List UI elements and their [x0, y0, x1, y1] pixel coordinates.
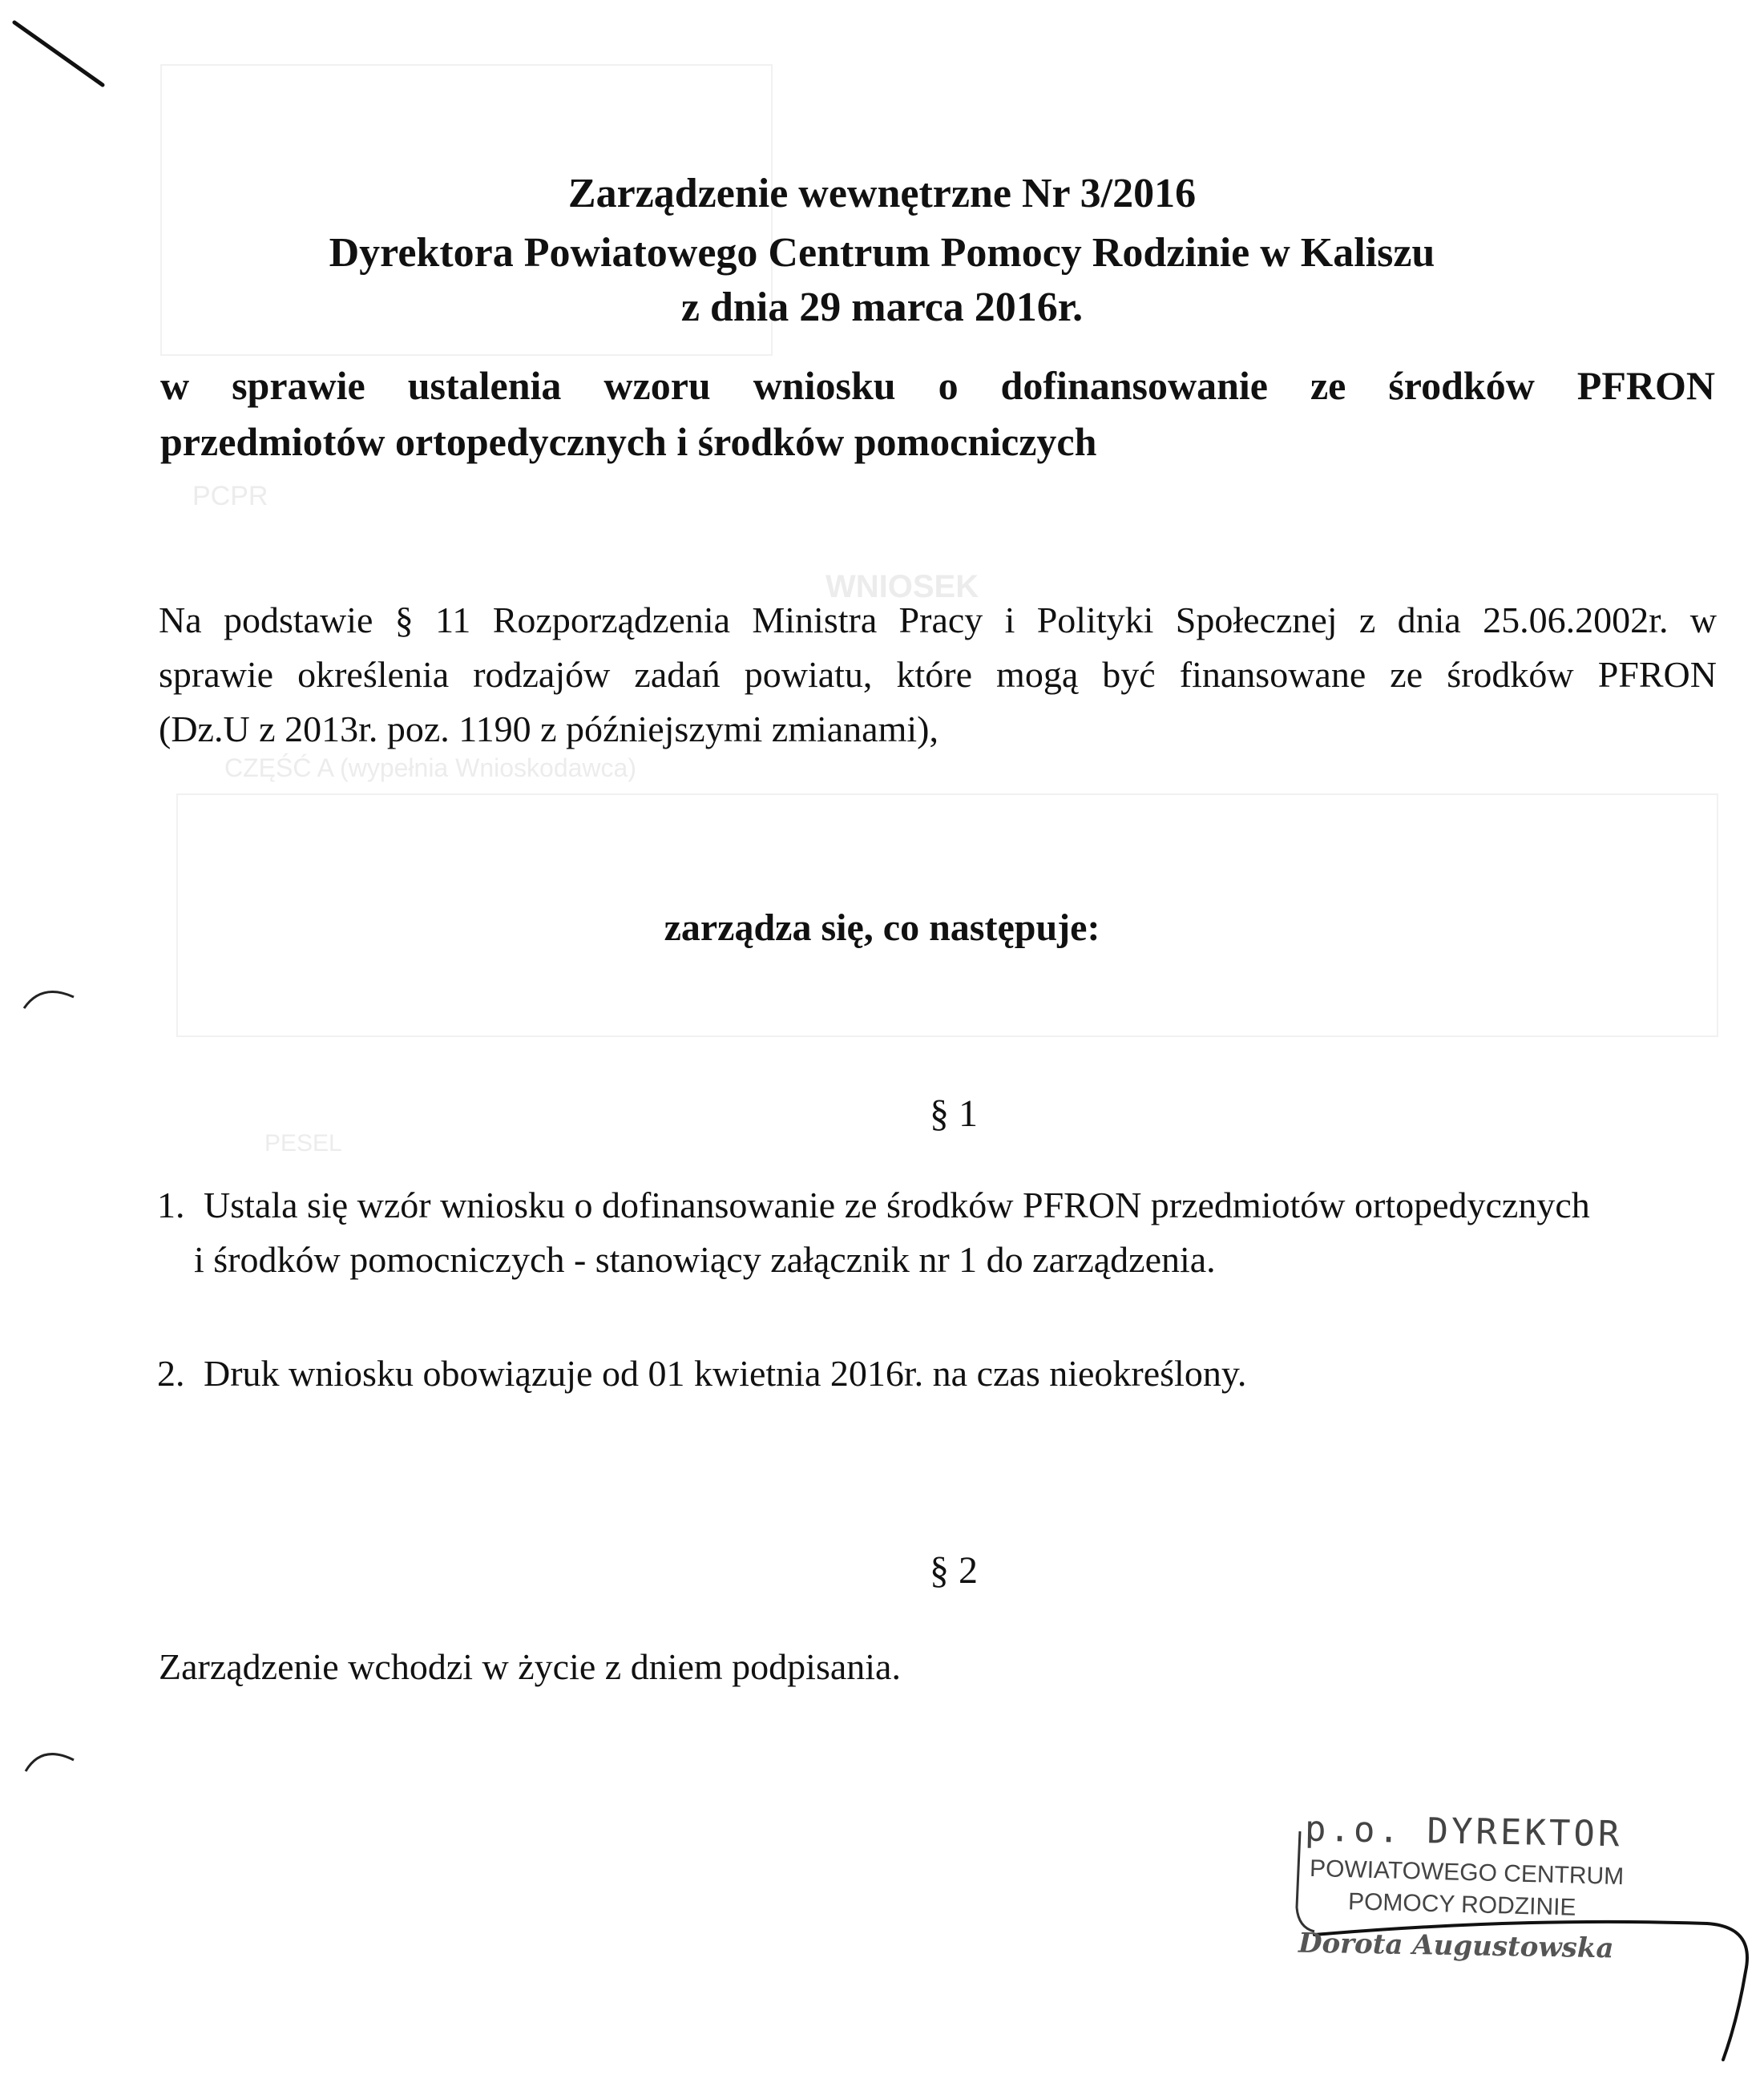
document-date: z dnia 29 marca 2016r.: [680, 285, 1084, 330]
bleed-through-pcpr: PCPR: [192, 481, 268, 511]
stamp-line-2: POMOCY RODZINIE: [1347, 1888, 1576, 1921]
legal-basis-line-3: (Dz.U z 2013r. poz. 1190 z późniejszymi zmianami),: [159, 708, 939, 749]
document-title: Zarządzenie wewnętrzne Nr 3/2016: [567, 171, 1197, 216]
item-line-1: Druk wniosku obowiązuje od 01 kwietnia 2016r. na czas nieokreślony.: [204, 1353, 1247, 1394]
subject-line-2: przedmiotów ortopedycznych i środków pomocniczych: [160, 419, 1097, 464]
pen-stroke-mark: [14, 22, 103, 85]
decree-intro: zarządza się, co następuje:: [664, 906, 1100, 949]
item-number: 2.: [157, 1353, 185, 1394]
section-2-heading: § 2: [930, 1549, 978, 1592]
bleed-through-pesel: PESEL: [264, 1130, 342, 1157]
section-1-heading: § 1: [930, 1092, 978, 1135]
section-1-item-1: [157, 1178, 1720, 1287]
item-number: 1.: [157, 1185, 185, 1225]
legal-basis-line-1: Na podstawie § 11 Rozporządzenia Ministra Pracy i Polityki Społecznej z dnia 25.06.2002r. w: [159, 599, 1717, 640]
subject-line-1: w sprawie ustalenia wzoru wniosku o dofinansowanie ze środków PFRON: [160, 363, 1715, 408]
bleed-through-czesc-a: CZĘŚĆ A (wypełnia Wnioskodawca): [224, 753, 636, 782]
item-line-2: i środków pomocniczych - stanowiący załącznik nr 1 do zarządzenia.: [194, 1239, 1216, 1280]
signature-name: Dorota Augustowska: [1298, 1927, 1614, 1965]
stamp-title: p.o. DYREKTOR: [1304, 1808, 1623, 1855]
legal-basis-paragraph: [159, 593, 1717, 757]
legal-basis-line-2: sprawie określenia rodzajów zadań powiatu, które mogą być finansowane ze środków PFRON: [159, 654, 1717, 695]
punch-hole-mark-top: [24, 992, 74, 1008]
section-1-item-2: [157, 1346, 1720, 1401]
document-subject: [160, 357, 1715, 470]
item-line-1: Ustala się wzór wniosku o dofinansowanie ze środków PFRON przedmiotów ortopedycznych: [204, 1185, 1590, 1225]
punch-hole-mark-bottom: [26, 1754, 74, 1771]
bleed-through-wniosek: WNIOSEK: [825, 569, 979, 604]
stamp-line-1: POWIATOWEGO CENTRUM: [1309, 1855, 1625, 1891]
section-2-text: Zarządzenie wchodzi w życie z dniem podpisania.: [159, 1646, 901, 1687]
document-issuer: Dyrektora Powiatowego Centrum Pomocy Rodzinie w Kaliszu: [329, 230, 1435, 276]
director-stamp: [1282, 1808, 1731, 1972]
